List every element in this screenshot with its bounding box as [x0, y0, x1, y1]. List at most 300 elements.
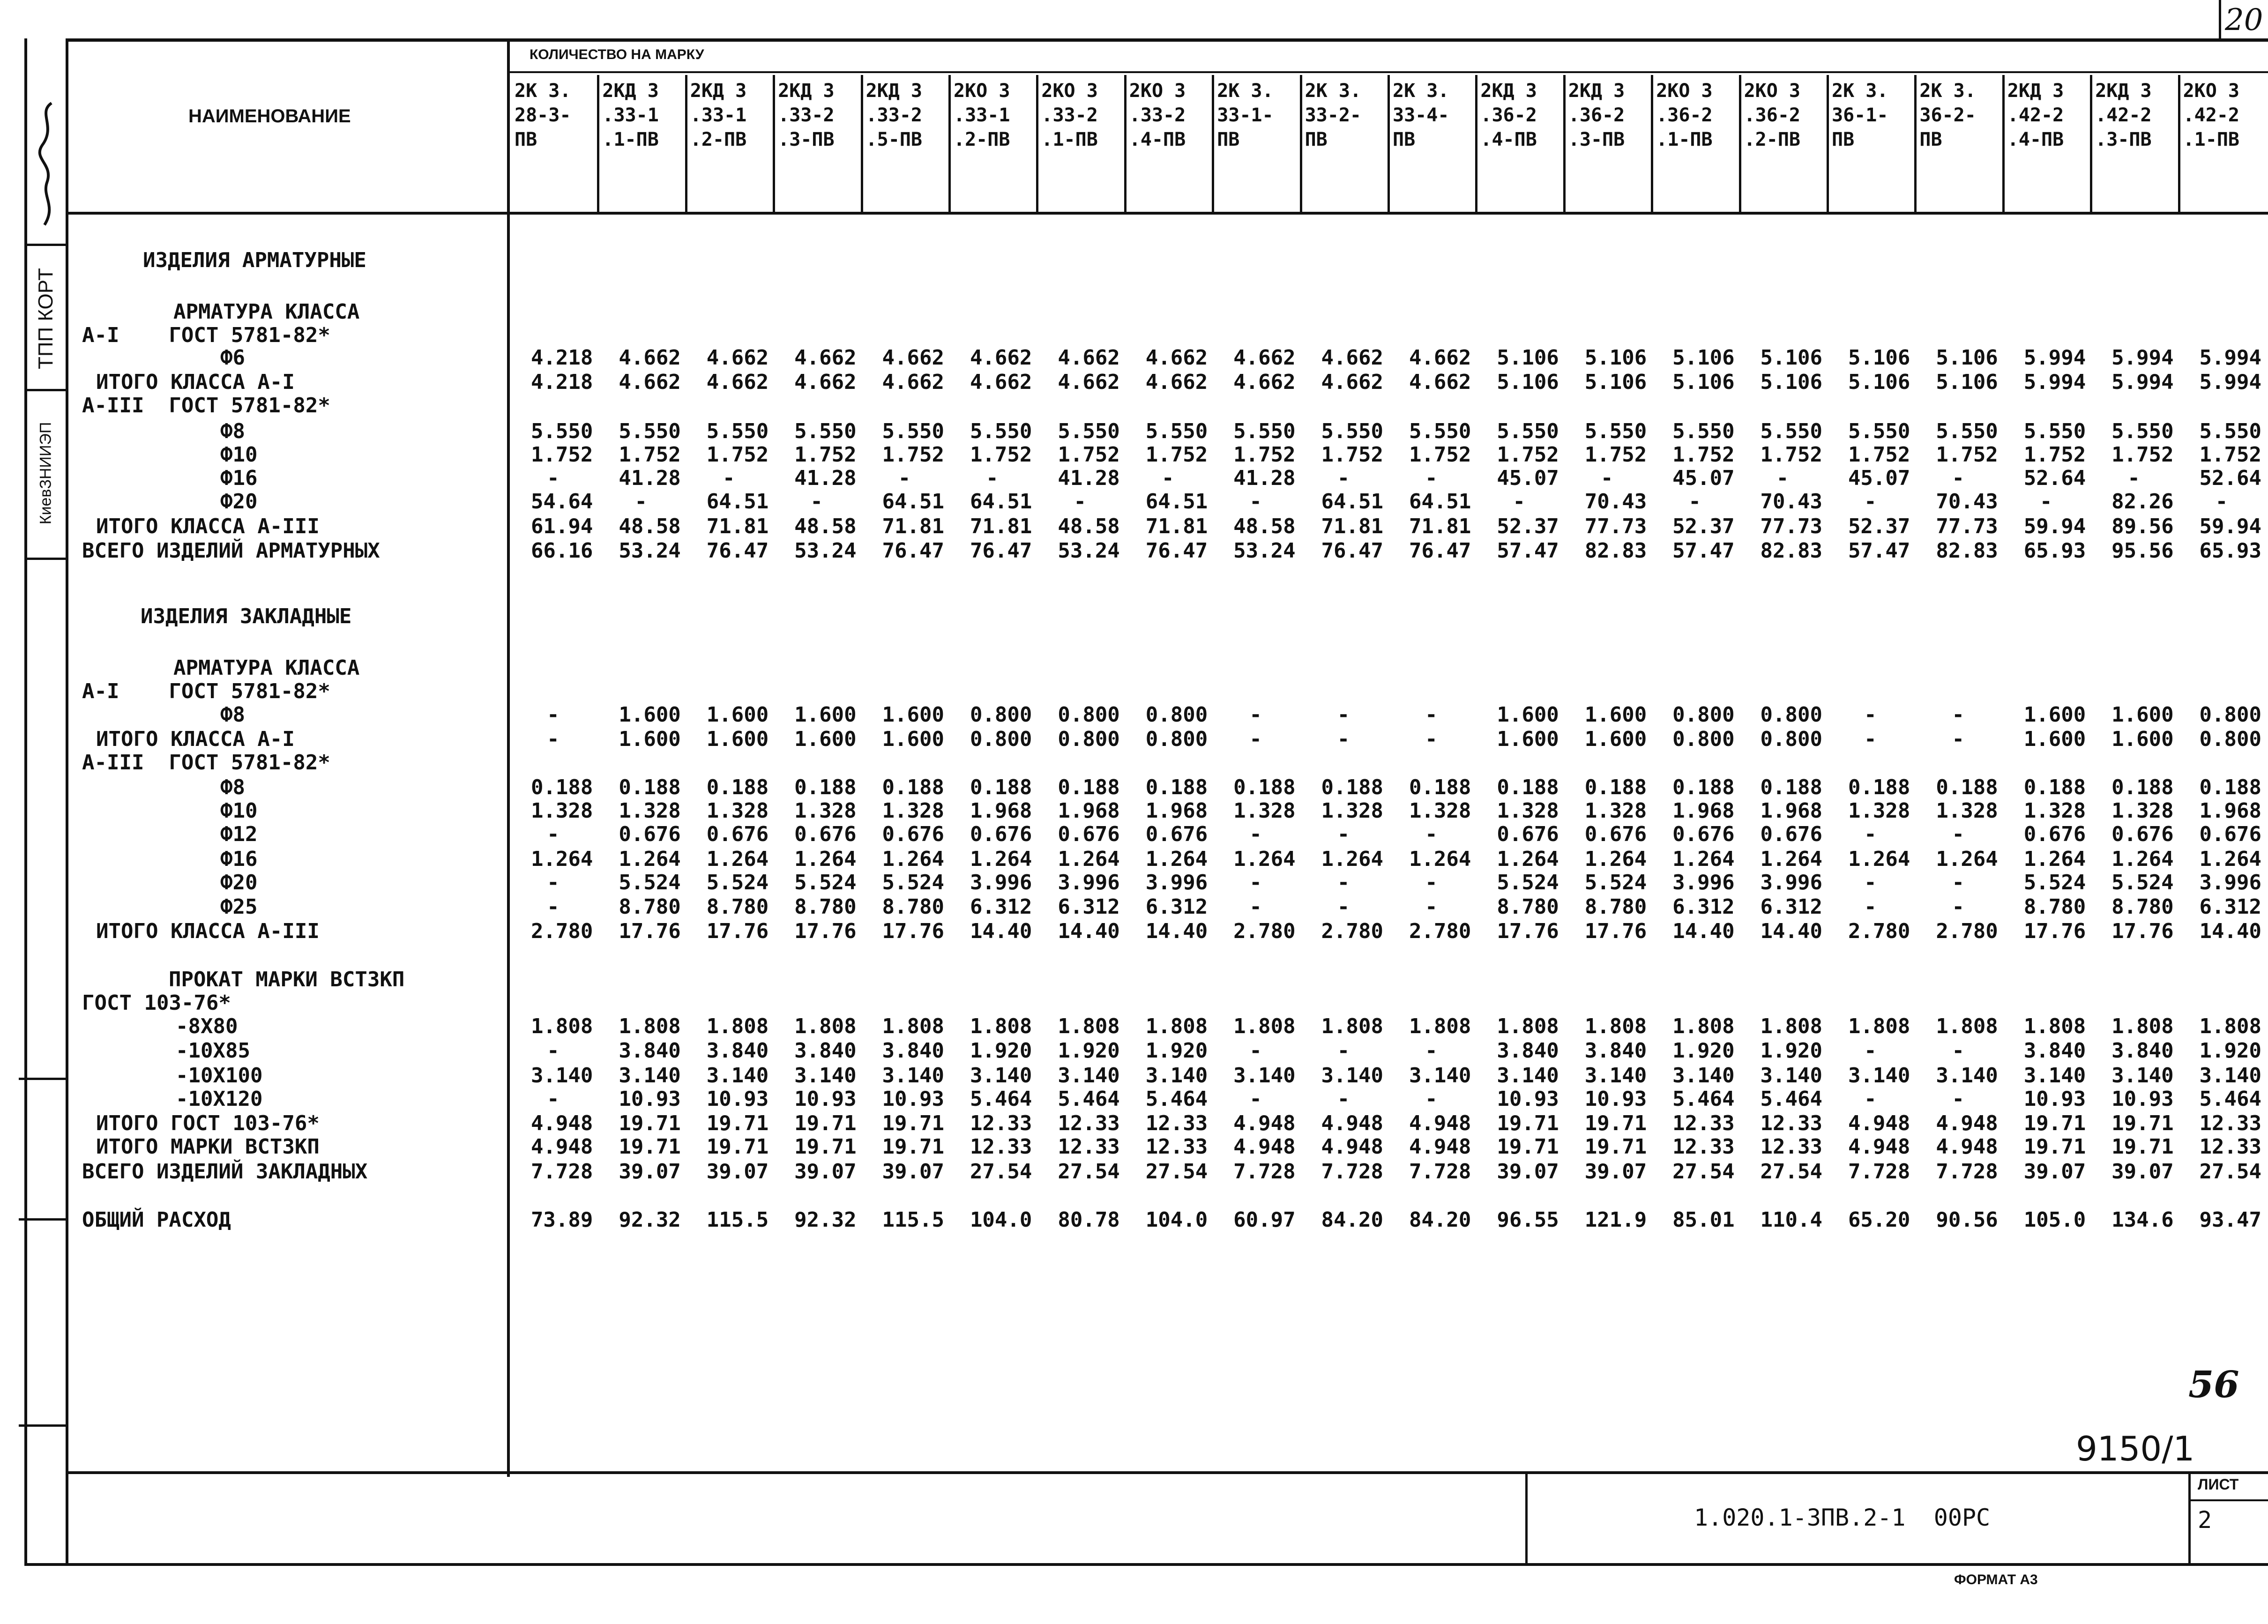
- table-cell: 0.676: [1497, 822, 1559, 846]
- table-cell: 1.968: [1672, 799, 1735, 823]
- table-cell: 96.55: [1497, 1208, 1559, 1232]
- column-divider: [773, 75, 775, 212]
- table-cell: 5.524: [794, 871, 857, 894]
- table-cell: 39.07: [794, 1160, 857, 1184]
- table-cell: 0.676: [1672, 822, 1735, 846]
- table-cell: -: [986, 466, 999, 490]
- table-cell: -: [1161, 466, 1174, 490]
- table-cell: 70.43: [1936, 490, 1998, 514]
- table-cell: 1.600: [794, 727, 857, 751]
- row-label: ИТОГО КЛАССА А-I: [96, 370, 295, 394]
- table-cell: 3.140: [619, 1064, 681, 1088]
- table-cell: 4.662: [1058, 346, 1120, 370]
- table-cell: 1.600: [619, 703, 681, 727]
- table-cell: 5.464: [2199, 1087, 2261, 1111]
- table-cell: 39.07: [2023, 1160, 2086, 1184]
- column-header-text: .5-ПВ: [865, 129, 923, 150]
- table-cell: 60.97: [1233, 1208, 1296, 1232]
- table-cell: 14.40: [1058, 919, 1120, 943]
- table-cell: -: [1600, 466, 1613, 490]
- row-label: Ф20: [220, 871, 258, 894]
- table-cell: 115.5: [706, 1208, 769, 1232]
- row-label: Ф20: [220, 490, 258, 514]
- table-cell: 8.780: [2111, 895, 2174, 919]
- table-cell: 2.780: [1233, 919, 1296, 943]
- table-cell: 5.464: [1058, 1087, 1120, 1111]
- table-cell: 0.800: [1058, 727, 1120, 751]
- table-cell: 4.948: [1848, 1135, 1910, 1159]
- table-cell: 5.106: [1936, 370, 1998, 394]
- table-cell: 27.54: [1672, 1160, 1735, 1184]
- table-cell: 14.40: [1760, 919, 1822, 943]
- table-cell: 80.78: [1058, 1208, 1120, 1232]
- table-cell: 76.47: [882, 539, 944, 563]
- table-cell: 76.47: [1145, 539, 1208, 563]
- column-header-text: .1-ПВ: [1041, 129, 1098, 150]
- table-cell: 77.73: [1936, 514, 1998, 538]
- table-cell: 0.800: [970, 703, 1032, 727]
- table-cell: 39.07: [1497, 1160, 1559, 1184]
- row-label: -10Х100: [176, 1064, 263, 1088]
- table-cell: 19.71: [706, 1111, 769, 1135]
- table-cell: 4.948: [1321, 1135, 1383, 1159]
- table-cell: 5.524: [2111, 871, 2174, 894]
- column-divider: [948, 75, 951, 212]
- table-cell: 64.51: [1409, 490, 1471, 514]
- table-cell: 1.264: [2023, 847, 2086, 871]
- table-cell: 53.24: [794, 539, 857, 563]
- column-header-text: .4-ПВ: [1129, 129, 1186, 150]
- table-cell: -: [1513, 490, 1526, 514]
- row-label: -8Х80: [176, 1014, 238, 1038]
- table-cell: 3.996: [1058, 871, 1120, 894]
- table-cell: 48.58: [1058, 514, 1120, 538]
- row-label: -10Х120: [176, 1087, 263, 1111]
- table-cell: 1.808: [970, 1014, 1032, 1038]
- table-cell: 1.752: [1848, 443, 1910, 467]
- table-cell: 10.93: [619, 1087, 681, 1111]
- title-block-top-line: [66, 1471, 2268, 1474]
- table-cell: 5.550: [1497, 419, 1559, 443]
- table-cell: 3.840: [2111, 1039, 2174, 1063]
- table-cell: -: [634, 490, 648, 514]
- handwritten-sheet-number: 56: [2188, 1363, 2239, 1406]
- table-cell: 1.600: [2023, 727, 2086, 751]
- table-cell: 1.752: [1672, 443, 1735, 467]
- table-cell: 76.47: [1321, 539, 1383, 563]
- table-cell: 0.188: [1497, 775, 1559, 799]
- row-label: ИТОГО КЛАССА А-III: [96, 514, 320, 538]
- table-cell: 1.808: [1584, 1014, 1647, 1038]
- column-header-text: 2КО 3: [2183, 80, 2240, 102]
- table-cell: 5.994: [2111, 346, 2174, 370]
- table-cell: 0.188: [2199, 775, 2261, 799]
- table-cell: -: [1952, 1087, 1965, 1111]
- table-cell: 19.71: [2111, 1111, 2174, 1135]
- table-cell: 2.780: [530, 919, 593, 943]
- table-cell: 4.662: [1233, 346, 1296, 370]
- table-cell: 4.662: [794, 346, 857, 370]
- table-cell: 3.140: [1497, 1064, 1559, 1088]
- table-cell: 1.752: [1409, 443, 1471, 467]
- table-cell: 3.140: [794, 1064, 857, 1088]
- table-cell: 0.188: [1409, 775, 1471, 799]
- table-cell: 3.140: [2023, 1064, 2086, 1088]
- name-column-divider: [507, 38, 510, 1477]
- table-cell: 4.948: [1321, 1111, 1383, 1135]
- table-cell: 3.840: [1584, 1039, 1647, 1063]
- row-label: А-III ГОСТ 5781-82*: [82, 751, 330, 775]
- table-cell: 3.996: [1672, 871, 1735, 894]
- table-cell: 12.33: [1145, 1135, 1208, 1159]
- frame-left-inner-border: [66, 38, 68, 1566]
- table-cell: 12.33: [1672, 1111, 1735, 1135]
- table-cell: 10.93: [794, 1087, 857, 1111]
- table-cell: 5.106: [1848, 370, 1910, 394]
- row-label: Ф10: [220, 443, 258, 467]
- table-cell: 1.752: [2199, 443, 2261, 467]
- table-cell: 0.800: [1672, 703, 1735, 727]
- table-cell: 1.264: [882, 847, 944, 871]
- table-cell: 54.64: [530, 490, 593, 514]
- column-header-text: .2-ПВ: [1744, 129, 1801, 150]
- table-cell: 1.600: [2111, 727, 2174, 751]
- side-stamp-org1: ТПП КОРТ: [34, 268, 57, 369]
- table-cell: 48.58: [1233, 514, 1296, 538]
- table-cell: 0.676: [970, 822, 1032, 846]
- table-cell: 64.51: [1321, 490, 1383, 514]
- page-number-top: 20: [2225, 3, 2263, 37]
- row-label: -10Х85: [176, 1039, 250, 1063]
- table-cell: 1.968: [1760, 799, 1822, 823]
- column-header-text: .3-ПВ: [778, 129, 835, 150]
- column-header-text: 28-3-: [515, 104, 571, 126]
- table-cell: 0.188: [619, 775, 681, 799]
- table-cell: -: [1864, 490, 1877, 514]
- qty-label-line: [507, 71, 2268, 73]
- table-cell: 1.264: [794, 847, 857, 871]
- header-bottom-line: [66, 212, 2268, 215]
- sheet-cell-divider: [2188, 1471, 2191, 1565]
- column-header-text: 36-2-: [1919, 104, 1976, 126]
- table-cell: 19.71: [1497, 1135, 1559, 1159]
- column-header-text: .4-ПВ: [1480, 129, 1537, 150]
- table-cell: 1.808: [530, 1014, 593, 1038]
- table-cell: 1.264: [1936, 847, 1998, 871]
- table-cell: 1.752: [1584, 443, 1647, 467]
- table-cell: -: [1074, 490, 1087, 514]
- table-cell: 27.54: [1760, 1160, 1822, 1184]
- table-cell: 5.994: [2199, 346, 2261, 370]
- table-cell: -: [810, 490, 823, 514]
- row-label: А-I ГОСТ 5781-82*: [82, 323, 330, 347]
- column-header-text: .36-2: [1480, 104, 1537, 126]
- table-cell: 1.808: [882, 1014, 944, 1038]
- table-cell: 3.840: [794, 1039, 857, 1063]
- table-cell: 0.188: [706, 775, 769, 799]
- row-label: ГОСТ 103-76*: [82, 991, 231, 1015]
- table-cell: 1.968: [970, 799, 1032, 823]
- table-cell: -: [1864, 871, 1877, 894]
- column-header-text: .3-ПВ: [2095, 129, 2152, 150]
- column-header-text: 2КД 3: [2007, 80, 2064, 102]
- table-cell: 5.524: [2023, 871, 2086, 894]
- column-divider: [2090, 75, 2092, 212]
- column-header-text: 2КД 3: [690, 80, 747, 102]
- table-cell: 110.4: [1760, 1208, 1822, 1232]
- table-cell: 1.808: [1672, 1014, 1735, 1038]
- column-divider: [1651, 75, 1653, 212]
- table-cell: 19.71: [706, 1135, 769, 1159]
- qty-label: КОЛИЧЕСТВО НА МАРКУ: [530, 47, 704, 62]
- table-cell: 53.24: [1233, 539, 1296, 563]
- table-cell: 1.264: [1145, 847, 1208, 871]
- table-cell: 12.33: [1760, 1135, 1822, 1159]
- column-header-text: .33-1: [602, 104, 659, 126]
- table-cell: 115.5: [882, 1208, 944, 1232]
- table-cell: 3.996: [970, 871, 1032, 894]
- table-cell: 1.920: [1058, 1039, 1120, 1063]
- table-cell: 1.264: [1584, 847, 1647, 871]
- table-cell: 1.808: [1936, 1014, 1998, 1038]
- column-header-text: .2-ПВ: [690, 129, 747, 150]
- table-cell: 5.550: [1936, 419, 1998, 443]
- table-cell: 0.188: [882, 775, 944, 799]
- table-cell: 1.264: [2199, 847, 2261, 871]
- column-header-text: .36-2: [1656, 104, 1713, 126]
- table-cell: 7.728: [530, 1160, 593, 1184]
- table-cell: -: [1249, 1087, 1262, 1111]
- table-cell: 0.676: [706, 822, 769, 846]
- table-cell: 10.93: [2111, 1087, 2174, 1111]
- table-cell: 5.106: [1584, 370, 1647, 394]
- table-cell: 1.264: [1672, 847, 1735, 871]
- table-cell: 39.07: [882, 1160, 944, 1184]
- table-cell: -: [1249, 895, 1262, 919]
- table-cell: 70.43: [1760, 490, 1822, 514]
- table-cell: 0.800: [1145, 727, 1208, 751]
- table-cell: 5.464: [1145, 1087, 1208, 1111]
- sheet-number: 2: [2198, 1506, 2212, 1534]
- table-cell: 134.6: [2111, 1208, 2174, 1232]
- table-cell: 48.58: [619, 514, 681, 538]
- table-cell: 5.994: [2199, 370, 2261, 394]
- table-cell: -: [1688, 490, 1701, 514]
- table-cell: 6.312: [970, 895, 1032, 919]
- table-cell: 4.662: [706, 370, 769, 394]
- table-cell: 1.328: [1233, 799, 1296, 823]
- table-cell: 89.56: [2111, 514, 2174, 538]
- table-cell: -: [1337, 727, 1350, 751]
- column-header-text: .33-2: [865, 104, 923, 126]
- table-cell: 52.37: [1848, 514, 1910, 538]
- table-cell: 1.264: [1497, 847, 1559, 871]
- table-cell: 1.264: [970, 847, 1032, 871]
- table-cell: 0.188: [1058, 775, 1120, 799]
- table-cell: 0.800: [1672, 727, 1735, 751]
- table-cell: 52.64: [2023, 466, 2086, 490]
- column-header-text: 33-1-: [1217, 104, 1274, 126]
- table-cell: -: [1952, 466, 1965, 490]
- table-cell: 3.840: [706, 1039, 769, 1063]
- table-cell: 1.328: [1584, 799, 1647, 823]
- table-cell: 57.47: [1848, 539, 1910, 563]
- table-cell: 4.662: [1409, 370, 1471, 394]
- table-cell: 76.47: [706, 539, 769, 563]
- table-cell: 12.33: [1058, 1135, 1120, 1159]
- table-cell: 5.106: [1760, 346, 1822, 370]
- table-cell: 27.54: [1145, 1160, 1208, 1184]
- table-cell: 48.58: [794, 514, 857, 538]
- table-cell: 3.996: [2199, 871, 2261, 894]
- table-cell: 53.24: [1058, 539, 1120, 563]
- table-cell: 0.800: [1058, 703, 1120, 727]
- table-cell: 12.33: [1058, 1111, 1120, 1135]
- table-cell: 4.948: [1936, 1135, 1998, 1159]
- table-cell: 5.106: [1584, 346, 1647, 370]
- table-cell: 7.728: [1936, 1160, 1998, 1184]
- table-cell: 4.662: [1233, 370, 1296, 394]
- table-cell: 17.76: [794, 919, 857, 943]
- table-cell: 53.24: [619, 539, 681, 563]
- table-cell: 77.73: [1584, 514, 1647, 538]
- table-cell: 5.550: [794, 419, 857, 443]
- table-cell: 19.71: [1584, 1135, 1647, 1159]
- table-cell: 4.948: [530, 1135, 593, 1159]
- table-cell: -: [547, 871, 560, 894]
- table-cell: 0.800: [1145, 703, 1208, 727]
- table-cell: 41.28: [619, 466, 681, 490]
- row-label: ОБЩИЙ РАСХОД: [82, 1208, 231, 1232]
- column-header-text: .33-1: [954, 104, 1010, 126]
- table-cell: 1.264: [1321, 847, 1383, 871]
- table-cell: 19.71: [882, 1135, 944, 1159]
- side-stamp-separator: [24, 244, 67, 246]
- table-cell: -: [1337, 703, 1350, 727]
- table-cell: 5.550: [619, 419, 681, 443]
- table-cell: 71.81: [706, 514, 769, 538]
- row-label: ИЗДЕЛИЯ ЗАКЛАДНЫЕ: [141, 604, 352, 628]
- table-cell: 1.752: [530, 443, 593, 467]
- table-cell: 71.81: [1409, 514, 1471, 538]
- table-cell: 39.07: [706, 1160, 769, 1184]
- table-cell: 0.188: [1672, 775, 1735, 799]
- column-header-text: .1-ПВ: [1656, 129, 1713, 150]
- table-cell: 1.328: [1936, 799, 1998, 823]
- table-cell: -: [1425, 895, 1438, 919]
- table-cell: 1.264: [1760, 847, 1822, 871]
- table-cell: 73.89: [530, 1208, 593, 1232]
- column-header-text: 2К 3.: [1919, 80, 1976, 102]
- table-cell: 59.94: [2023, 514, 2086, 538]
- margin-tick: [19, 1218, 66, 1221]
- table-cell: -: [1952, 822, 1965, 846]
- side-stamp-org2: КиевЗНИИЭП: [37, 422, 55, 525]
- column-header-text: .36-2: [1568, 104, 1625, 126]
- table-cell: -: [1249, 871, 1262, 894]
- table-cell: 1.752: [1233, 443, 1296, 467]
- table-cell: 3.140: [1321, 1064, 1383, 1088]
- table-cell: 2.780: [1936, 919, 1998, 943]
- table-cell: -: [547, 895, 560, 919]
- row-label: ВСЕГО ИЗДЕЛИЙ ЗАКЛАДНЫХ: [82, 1160, 368, 1184]
- table-cell: 52.37: [1672, 514, 1735, 538]
- table-cell: 1.752: [1145, 443, 1208, 467]
- row-label: АРМАТУРА КЛАССА: [173, 300, 360, 324]
- column-header-text: .42-2: [2007, 104, 2064, 126]
- row-label: Ф8: [220, 703, 245, 727]
- table-cell: 5.106: [1497, 346, 1559, 370]
- table-cell: 105.0: [2023, 1208, 2086, 1232]
- table-cell: 1.808: [794, 1014, 857, 1038]
- table-cell: 1.808: [2199, 1014, 2261, 1038]
- row-label: ИТОГО МАРКИ ВСТЗКП: [96, 1135, 320, 1159]
- table-cell: 1.752: [1321, 443, 1383, 467]
- table-cell: 27.54: [2199, 1160, 2261, 1184]
- table-cell: 12.33: [1672, 1135, 1735, 1159]
- table-cell: 0.800: [1760, 727, 1822, 751]
- column-header-text: 2К 3.: [1393, 80, 1449, 102]
- table-cell: 39.07: [2111, 1160, 2174, 1184]
- table-cell: 4.948: [1848, 1111, 1910, 1135]
- table-cell: 71.81: [882, 514, 944, 538]
- row-label: ИТОГО ГОСТ 103-76*: [96, 1111, 320, 1135]
- table-cell: -: [1425, 1087, 1438, 1111]
- table-cell: 12.33: [2199, 1111, 2261, 1135]
- row-label: Ф8: [220, 775, 245, 799]
- table-cell: -: [547, 727, 560, 751]
- table-cell: 4.948: [1233, 1111, 1296, 1135]
- table-cell: 4.948: [530, 1111, 593, 1135]
- row-label: ИТОГО КЛАССА А-I: [96, 727, 295, 751]
- table-cell: 14.40: [970, 919, 1032, 943]
- table-cell: -: [1952, 895, 1965, 919]
- column-divider: [1827, 75, 1829, 212]
- table-cell: 8.780: [619, 895, 681, 919]
- table-cell: 0.676: [619, 822, 681, 846]
- table-cell: 1.600: [794, 703, 857, 727]
- table-cell: 0.800: [2199, 703, 2261, 727]
- row-label: АРМАТУРА КЛАССА: [173, 656, 360, 680]
- table-cell: 41.28: [1233, 466, 1296, 490]
- table-cell: 1.920: [970, 1039, 1032, 1063]
- table-cell: 0.676: [2111, 822, 2174, 846]
- table-cell: 1.808: [1321, 1014, 1383, 1038]
- table-cell: 59.94: [2199, 514, 2261, 538]
- table-cell: 84.20: [1409, 1208, 1471, 1232]
- margin-tick: [19, 1424, 66, 1427]
- table-cell: 95.56: [2111, 539, 2174, 563]
- table-cell: 1.600: [1584, 703, 1647, 727]
- table-cell: 3.840: [2023, 1039, 2086, 1063]
- table-cell: 52.64: [2199, 466, 2261, 490]
- table-cell: 5.994: [2111, 370, 2174, 394]
- row-label: ИТОГО КЛАССА А-III: [96, 919, 320, 943]
- table-cell: -: [1249, 490, 1262, 514]
- table-cell: 10.93: [2023, 1087, 2086, 1111]
- table-cell: 3.140: [530, 1064, 593, 1088]
- table-cell: 0.188: [1321, 775, 1383, 799]
- table-cell: 2.780: [1848, 919, 1910, 943]
- table-cell: 0.188: [1848, 775, 1910, 799]
- signature-mark: [28, 94, 64, 234]
- table-cell: 7.728: [1321, 1160, 1383, 1184]
- table-cell: 61.94: [530, 514, 593, 538]
- column-header-text: 2К 3.: [515, 80, 571, 102]
- table-cell: 5.550: [530, 419, 593, 443]
- table-cell: 4.662: [794, 370, 857, 394]
- table-cell: 19.71: [882, 1111, 944, 1135]
